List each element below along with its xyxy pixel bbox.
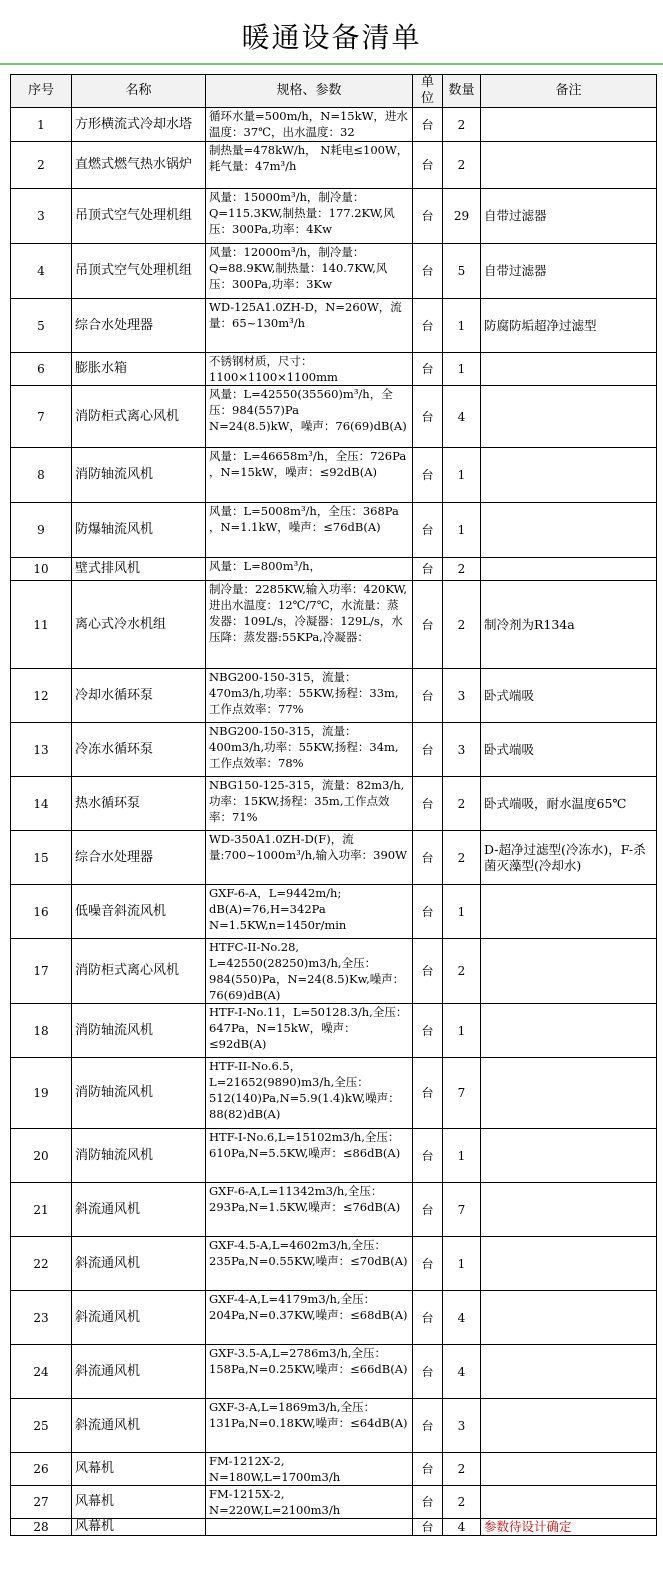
equipment-qty: 1 bbox=[443, 503, 481, 558]
equipment-qty: 2 bbox=[443, 142, 481, 189]
equipment-remark bbox=[481, 1291, 657, 1345]
equipment-name: 热水循环泵 bbox=[72, 777, 206, 831]
equipment-remark: 参数待设计确定 bbox=[481, 1519, 657, 1536]
equipment-spec bbox=[206, 1519, 413, 1536]
equipment-spec: 循环水量=500m/h，N=15kW，进水温度：37℃，出水温度：32 bbox=[206, 108, 413, 142]
table-row bbox=[11, 1004, 657, 1058]
equipment-unit: 台 bbox=[413, 299, 443, 353]
table-row bbox=[11, 189, 657, 244]
equipment-qty: 2 bbox=[443, 108, 481, 142]
equipment-qty: 1 bbox=[443, 1237, 481, 1291]
equipment-spec: HTF-II-No.6.5， L=21652(9890)m3/h,全压：512(140)Pa,N=5.9(1.4)kW,噪声：88(82)dB(A) bbox=[206, 1058, 413, 1129]
header-no: 序号 bbox=[11, 75, 72, 108]
row-number: 18 bbox=[11, 1004, 72, 1058]
table-row bbox=[11, 1183, 657, 1237]
row-number: 21 bbox=[11, 1183, 72, 1237]
page-title: 暖通设备清单 bbox=[241, 21, 422, 54]
equipment-remark bbox=[481, 1004, 657, 1058]
equipment-remark bbox=[481, 1058, 657, 1129]
equipment-remark bbox=[481, 503, 657, 558]
equipment-remark bbox=[481, 353, 657, 386]
equipment-spec: NBG150-125-315，流量：82m3/h,功率：15KW,扬程：35m,工作点效率：71% bbox=[206, 777, 413, 831]
equipment-unit: 台 bbox=[413, 1183, 443, 1237]
table-row bbox=[11, 1486, 657, 1519]
equipment-remark bbox=[481, 448, 657, 503]
row-number: 14 bbox=[11, 777, 72, 831]
equipment-unit: 台 bbox=[413, 558, 443, 581]
equipment-qty: 2 bbox=[443, 1453, 481, 1486]
equipment-spec: 风量：L=5008m³/h，全压：368Pa ，N=1.1kW，噪声：≤76dB(A) bbox=[206, 503, 413, 558]
equipment-name: 直燃式燃气热水锅炉 bbox=[72, 142, 206, 189]
equipment-qty: 2 bbox=[443, 581, 481, 669]
table-row bbox=[11, 142, 657, 189]
equipment-qty: 1 bbox=[443, 448, 481, 503]
equipment-unit: 台 bbox=[413, 1237, 443, 1291]
equipment-spec: FM-1212X-2, N=180W,L=1700m3/h bbox=[206, 1453, 413, 1486]
equipment-remark: 自带过滤器 bbox=[481, 189, 657, 244]
row-number: 2 bbox=[11, 142, 72, 189]
row-number: 8 bbox=[11, 448, 72, 503]
equipment-unit: 台 bbox=[413, 669, 443, 723]
table-row bbox=[11, 939, 657, 1004]
equipment-unit: 台 bbox=[413, 723, 443, 777]
equipment-spec: 风量：15000m³/h，制冷量：Q=115.3KW,制热量：177.2KW,风压：300Pa,功率：4Kw bbox=[206, 189, 413, 244]
equipment-remark bbox=[481, 1129, 657, 1183]
equipment-name: 冷冻水循环泵 bbox=[72, 723, 206, 777]
equipment-name: 风幕机 bbox=[72, 1486, 206, 1519]
equipment-name: 低噪音斜流风机 bbox=[72, 885, 206, 939]
table-row bbox=[11, 723, 657, 777]
equipment-name: 消防轴流风机 bbox=[72, 1058, 206, 1129]
equipment-qty: 4 bbox=[443, 1345, 481, 1399]
table-row bbox=[11, 885, 657, 939]
equipment-remark bbox=[481, 1345, 657, 1399]
table-row bbox=[11, 353, 657, 386]
table-row bbox=[11, 1453, 657, 1486]
equipment-table bbox=[10, 74, 657, 1536]
equipment-spec: GXF-3.5-A,L=2786m3/h,全压：158Pa,N=0.25KW,噪声：≤66dB(A) bbox=[206, 1345, 413, 1399]
header-spec: 规格、参数 bbox=[206, 75, 413, 108]
equipment-unit: 台 bbox=[413, 1519, 443, 1536]
table-row bbox=[11, 1399, 657, 1453]
equipment-remark: 制冷剂为R134a bbox=[481, 581, 657, 669]
row-number: 13 bbox=[11, 723, 72, 777]
table-row bbox=[11, 1058, 657, 1129]
table-row bbox=[11, 386, 657, 448]
equipment-name: 消防轴流风机 bbox=[72, 448, 206, 503]
row-number: 23 bbox=[11, 1291, 72, 1345]
equipment-spec: 制热量=478kW/h， N耗电≤100W，耗气量：47m³/h bbox=[206, 142, 413, 189]
header-qty: 数量 bbox=[443, 75, 481, 108]
table-row bbox=[11, 108, 657, 142]
equipment-remark bbox=[481, 885, 657, 939]
equipment-name: 斜流通风机 bbox=[72, 1399, 206, 1453]
equipment-name: 方形横流式冷却水塔 bbox=[72, 108, 206, 142]
equipment-qty: 2 bbox=[443, 831, 481, 885]
equipment-remark bbox=[481, 1399, 657, 1453]
table-row bbox=[11, 831, 657, 885]
equipment-remark bbox=[481, 1486, 657, 1519]
equipment-spec: HTFC-II-No.28, L=42550(28250)m3/h,全压：984(550)Pa，N=24(8.5)Kw,噪声：76(69)dB(A) bbox=[206, 939, 413, 1004]
header-unit: 单位 bbox=[413, 75, 443, 108]
equipment-name: 综合水处理器 bbox=[72, 831, 206, 885]
equipment-spec: 风量：L=46658m³/h，全压：726Pa ，N=15kW，噪声：≤92dB(A) bbox=[206, 448, 413, 503]
row-number: 19 bbox=[11, 1058, 72, 1129]
row-number: 24 bbox=[11, 1345, 72, 1399]
equipment-unit: 台 bbox=[413, 1291, 443, 1345]
table-row bbox=[11, 1237, 657, 1291]
equipment-name: 消防轴流风机 bbox=[72, 1129, 206, 1183]
equipment-unit: 台 bbox=[413, 1058, 443, 1129]
equipment-remark bbox=[481, 939, 657, 1004]
equipment-qty: 2 bbox=[443, 558, 481, 581]
table-row bbox=[11, 777, 657, 831]
equipment-qty: 29 bbox=[443, 189, 481, 244]
equipment-name: 斜流通风机 bbox=[72, 1345, 206, 1399]
equipment-qty: 3 bbox=[443, 669, 481, 723]
equipment-name: 冷却水循环泵 bbox=[72, 669, 206, 723]
equipment-unit: 台 bbox=[413, 1486, 443, 1519]
equipment-spec: GXF-6-A，L=9442m/h; dB(A)=76,H=342Pa N=1.5KW,n=1450r/min bbox=[206, 885, 413, 939]
row-number: 3 bbox=[11, 189, 72, 244]
equipment-spec: 不锈钢材质，尺寸：1100×1100×1100mm bbox=[206, 353, 413, 386]
equipment-qty: 1 bbox=[443, 353, 481, 386]
equipment-remark: 卧式端吸 bbox=[481, 669, 657, 723]
title-underline bbox=[0, 63, 663, 65]
row-number: 15 bbox=[11, 831, 72, 885]
equipment-name: 壁式排风机 bbox=[72, 558, 206, 581]
equipment-remark bbox=[481, 108, 657, 142]
equipment-spec: FM-1215X-2, N=220W,L=2100m3/h bbox=[206, 1486, 413, 1519]
header-name: 名称 bbox=[72, 75, 206, 108]
equipment-unit: 台 bbox=[413, 448, 443, 503]
row-number: 1 bbox=[11, 108, 72, 142]
equipment-remark bbox=[481, 1453, 657, 1486]
equipment-spec: 风量：L=42550(35560)m³/h，全压：984(557)Pa N=24(8.5)kW，噪声：76(69)dB(A) bbox=[206, 386, 413, 448]
equipment-remark bbox=[481, 1237, 657, 1291]
equipment-spec: 风量：L=800m³/h， bbox=[206, 558, 413, 581]
equipment-spec: 制冷量：2285KW,输入功率：420KW,进出水温度：12℃/7℃，水流量：蒸发器：109L/s，冷凝器：129L/s，水压降：蒸发器:55KPa,冷凝器： bbox=[206, 581, 413, 669]
table-row bbox=[11, 299, 657, 353]
row-number: 11 bbox=[11, 581, 72, 669]
table-row bbox=[11, 503, 657, 558]
row-number: 4 bbox=[11, 244, 72, 299]
row-number: 27 bbox=[11, 1486, 72, 1519]
equipment-spec: 风量：12000m³/h，制冷量：Q=88.9KW,制热量：140.7KW,风压：300Pa,功率：3Kw bbox=[206, 244, 413, 299]
equipment-qty: 3 bbox=[443, 723, 481, 777]
equipment-name: 消防柜式离心风机 bbox=[72, 939, 206, 1004]
equipment-remark: 防腐防垢超净过滤型 bbox=[481, 299, 657, 353]
equipment-spec: HTF-I-No.11，L=50128.3/h,全压：647Pa，N=15kW，噪声：≤92dB(A) bbox=[206, 1004, 413, 1058]
equipment-qty: 4 bbox=[443, 386, 481, 448]
equipment-remark bbox=[481, 142, 657, 189]
equipment-unit: 台 bbox=[413, 108, 443, 142]
equipment-spec: GXF-6-A,L=11342m3/h,全压：293Pa,N=1.5KW,噪声：≤76dB(A) bbox=[206, 1183, 413, 1237]
table-body bbox=[11, 108, 657, 1536]
table-row bbox=[11, 1345, 657, 1399]
row-number: 20 bbox=[11, 1129, 72, 1183]
row-number: 12 bbox=[11, 669, 72, 723]
table-row bbox=[11, 558, 657, 581]
equipment-unit: 台 bbox=[413, 581, 443, 669]
equipment-qty: 7 bbox=[443, 1058, 481, 1129]
table-row bbox=[11, 581, 657, 669]
equipment-qty: 1 bbox=[443, 1129, 481, 1183]
equipment-spec: NBG200-150-315，流量：400m3/h,功率：55KW,扬程：34m,工作点效率：78% bbox=[206, 723, 413, 777]
equipment-qty: 2 bbox=[443, 777, 481, 831]
equipment-qty: 4 bbox=[443, 1291, 481, 1345]
equipment-unit: 台 bbox=[413, 189, 443, 244]
equipment-name: 防爆轴流风机 bbox=[72, 503, 206, 558]
equipment-unit: 台 bbox=[413, 939, 443, 1004]
table-row bbox=[11, 669, 657, 723]
equipment-qty: 2 bbox=[443, 1486, 481, 1519]
equipment-name: 吊顶式空气处理机组 bbox=[72, 244, 206, 299]
equipment-unit: 台 bbox=[413, 142, 443, 189]
equipment-name: 风幕机 bbox=[72, 1453, 206, 1486]
equipment-remark: 卧式端吸 bbox=[481, 723, 657, 777]
equipment-remark bbox=[481, 1183, 657, 1237]
table-header-row bbox=[11, 75, 657, 108]
table-row bbox=[11, 448, 657, 503]
equipment-remark: D-超净过滤型(冷冻水)，F-杀菌灭藻型(冷却水) bbox=[481, 831, 657, 885]
equipment-spec: GXF-4-A,L=4179m3/h,全压：204Pa,N=0.37KW,噪声：≤68dB(A) bbox=[206, 1291, 413, 1345]
equipment-name: 综合水处理器 bbox=[72, 299, 206, 353]
row-number: 25 bbox=[11, 1399, 72, 1453]
equipment-remark: 自带过滤器 bbox=[481, 244, 657, 299]
table-row bbox=[11, 244, 657, 299]
row-number: 6 bbox=[11, 353, 72, 386]
table-row bbox=[11, 1519, 657, 1536]
equipment-unit: 台 bbox=[413, 1004, 443, 1058]
equipment-unit: 台 bbox=[413, 386, 443, 448]
equipment-qty: 4 bbox=[443, 1519, 481, 1536]
table-row bbox=[11, 1129, 657, 1183]
table-row bbox=[11, 1291, 657, 1345]
equipment-spec: WD-125A1.0ZH-D，N=260W，流量：65~130m³/h bbox=[206, 299, 413, 353]
equipment-unit: 台 bbox=[413, 244, 443, 299]
equipment-remark bbox=[481, 558, 657, 581]
row-number: 9 bbox=[11, 503, 72, 558]
equipment-spec: NBG200-150-315，流量：470m3/h,功率：55KW,扬程：33m,工作点效率：77% bbox=[206, 669, 413, 723]
equipment-name: 斜流通风机 bbox=[72, 1237, 206, 1291]
equipment-qty: 1 bbox=[443, 885, 481, 939]
equipment-unit: 台 bbox=[413, 353, 443, 386]
row-number: 26 bbox=[11, 1453, 72, 1486]
equipment-name: 吊顶式空气处理机组 bbox=[72, 189, 206, 244]
equipment-name: 消防柜式离心风机 bbox=[72, 386, 206, 448]
equipment-name: 斜流通风机 bbox=[72, 1291, 206, 1345]
row-number: 10 bbox=[11, 558, 72, 581]
equipment-qty: 1 bbox=[443, 1004, 481, 1058]
equipment-qty: 1 bbox=[443, 299, 481, 353]
equipment-unit: 台 bbox=[413, 503, 443, 558]
equipment-qty: 2 bbox=[443, 939, 481, 1004]
equipment-spec: WD-350A1.0ZH-D(F)，流量:700~1000m³/h,输入功率：390W bbox=[206, 831, 413, 885]
row-number: 16 bbox=[11, 885, 72, 939]
row-number: 17 bbox=[11, 939, 72, 1004]
equipment-qty: 5 bbox=[443, 244, 481, 299]
equipment-unit: 台 bbox=[413, 1399, 443, 1453]
equipment-name: 风幕机 bbox=[72, 1519, 206, 1536]
equipment-unit: 台 bbox=[413, 831, 443, 885]
equipment-qty: 7 bbox=[443, 1183, 481, 1237]
equipment-spec: GXF-3-A,L=1869m3/h,全压：131Pa,N=0.18KW,噪声：≤64dB(A) bbox=[206, 1399, 413, 1453]
equipment-remark: 卧式端吸，耐水温度65℃ bbox=[481, 777, 657, 831]
equipment-spec: GXF-4.5-A,L=4602m3/h,全压：235Pa,N=0.55KW,噪声：≤70dB(A) bbox=[206, 1237, 413, 1291]
equipment-unit: 台 bbox=[413, 1345, 443, 1399]
row-number: 22 bbox=[11, 1237, 72, 1291]
row-number: 7 bbox=[11, 386, 72, 448]
equipment-name: 斜流通风机 bbox=[72, 1183, 206, 1237]
equipment-unit: 台 bbox=[413, 1453, 443, 1486]
equipment-unit: 台 bbox=[413, 885, 443, 939]
equipment-remark bbox=[481, 386, 657, 448]
equipment-spec: HTF-I-No.6,L=15102m3/h,全压：610Pa,N=5.5KW,噪声：≤86dB(A) bbox=[206, 1129, 413, 1183]
header-remark: 备注 bbox=[481, 75, 657, 108]
equipment-qty: 3 bbox=[443, 1399, 481, 1453]
equipment-unit: 台 bbox=[413, 777, 443, 831]
equipment-name: 消防轴流风机 bbox=[72, 1004, 206, 1058]
equipment-name: 离心式冷水机组 bbox=[72, 581, 206, 669]
equipment-name: 膨胀水箱 bbox=[72, 353, 206, 386]
row-number: 5 bbox=[11, 299, 72, 353]
row-number: 28 bbox=[11, 1519, 72, 1536]
equipment-unit: 台 bbox=[413, 1129, 443, 1183]
